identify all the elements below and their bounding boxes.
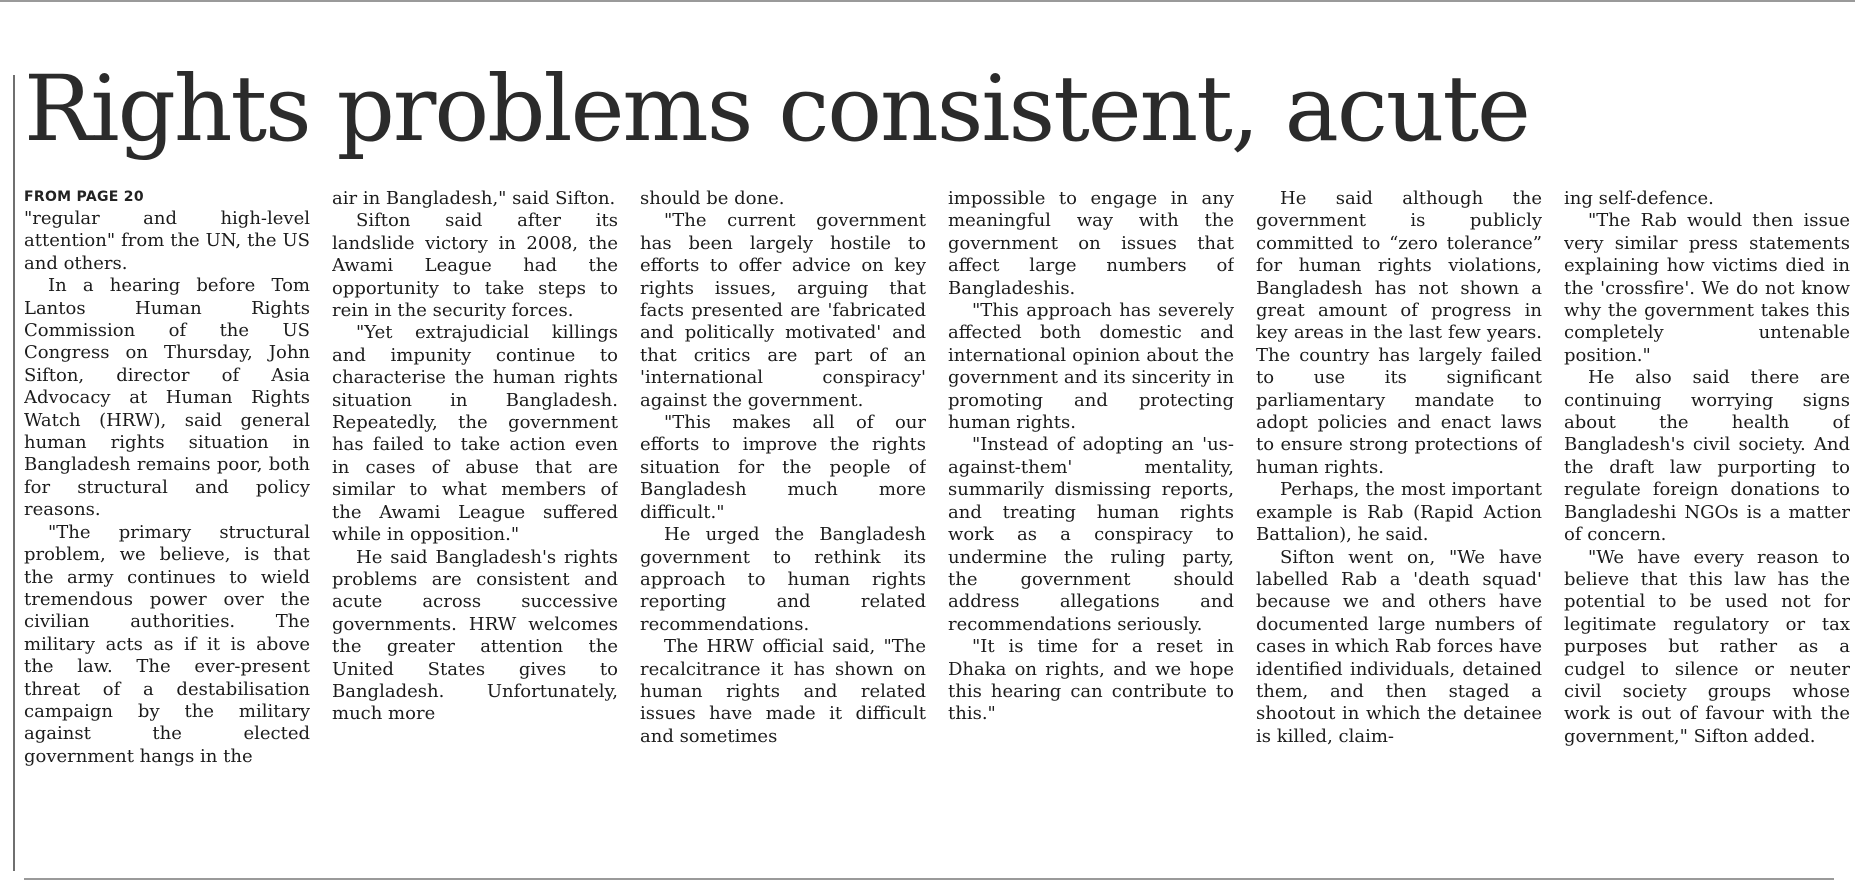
paragraph: The HRW official said, "The recalcitrance it has shown on human rights and related issues have made it difficult and sometimes: [640, 636, 926, 747]
paragraph: Sifton said after its landslide victory in 2008, the Awami League had the opportunity to take steps to rein in the security forces.: [332, 210, 618, 322]
paragraph: "regular and high-level attention" from the UN, the US and others.: [24, 208, 310, 274]
paragraph: ing self-defence.: [1564, 188, 1714, 209]
column-1-text: [24, 208, 310, 768]
paragraph: "This makes all of our efforts to improve the rights situation for the people of Bangladesh much more difficult.": [640, 412, 926, 523]
paragraph: He said Bangladesh's rights problems are consistent and acute across successive governments. HRW welcomes the greater attention the United States gives to Bangladesh. Unfortunately, much more: [332, 546, 618, 725]
bottom-rule: [24, 878, 1834, 880]
paragraph: "This approach has severely affected both domestic and international opinion about the government and its sincerity in promoting and protecting human rights.: [948, 300, 1234, 434]
paragraph: should be done.: [640, 188, 785, 209]
paragraph: air in Bangladesh," said Sifton.: [332, 188, 616, 209]
paragraph: impossible to engage in any meaningful way with the government on issues that affect large numbers of Bangladeshis.: [948, 188, 1234, 299]
column-5-text: [1256, 188, 1542, 748]
headline: Rights problems consistent, acute: [24, 57, 1529, 162]
paragraph: He urged the Bangladesh government to rethink its approach to human rights reporting and related recommendations.: [640, 524, 926, 635]
paragraph: He also said there are continuing worrying signs about the health of Bangladesh's civil society. And the draft law purporting to regulate foreign donations to Bangladeshi NGOs is a matter of concern.: [1564, 367, 1850, 546]
article-body: [24, 188, 1850, 872]
paragraph: Perhaps, the most important example is Rab (Rapid Action Battalion), he said.: [1256, 479, 1542, 546]
article-column-6: [1564, 188, 1850, 872]
paragraph: "The current government has been largely hostile to efforts to offer advice on key rights issues, arguing that facts presented are 'fabricated and politically motivated' and that critics are part of an 'international conspiracy' against the government.: [640, 210, 926, 411]
paragraph: "Instead of adopting an 'us-against-them' mentality, summarily dismissing reports, and treating human rights work as a conspiracy to undermine the ruling party, the government should address allegations and recommendations seriously.: [948, 434, 1234, 635]
paragraph: "The Rab would then issue very similar press statements explaining how victims died in the 'crossfire'. We do not know why the government takes this completely untenable position.": [1564, 210, 1850, 366]
article-column-4: [948, 188, 1234, 872]
continued-from-kicker: FROM PAGE 20: [24, 189, 144, 205]
column-2-text: [332, 188, 618, 726]
paragraph: In a hearing before Tom Lantos Human Rights Commission of the US Congress on Thursday, John Sifton, director of Asia Advocacy at Human Rights Watch (HRW), said general human rights situation in Bangladesh remains poor, both for structural and policy reasons.: [24, 275, 310, 521]
column-4-text: [948, 188, 1234, 726]
paragraph: "Yet extrajudicial killings and impunity continue to characterise the human rights situation in Bangladesh. Repeatedly, the government has failed to take action even in cases of abuse that are similar to what members of the Awami League suffered while in opposition.": [332, 322, 618, 546]
left-column-rule: [13, 75, 15, 871]
column-3-text: [640, 188, 926, 748]
article-column-1: [24, 188, 310, 872]
paragraph: "It is time for a reset in Dhaka on rights, and we hope this hearing can contribute to this.": [948, 636, 1234, 725]
top-rule: [0, 0, 1855, 2]
paragraph: "The primary structural problem, we believe, is that the army continues to wield tremendous power over the civilian authorities. The military acts as if it is above the law. The ever-present threat of a destabilisation campaign by the military against the elected government hangs in the: [24, 521, 310, 767]
column-6-text: [1564, 188, 1850, 748]
paragraph: "We have every reason to believe that this law has the potential to be used not for legitimate regulatory or tax purposes but rather as a cudgel to silence or neuter civil society groups whose work is out of favour with the government," Sifton added.: [1564, 546, 1850, 747]
paragraph: He said although the government is publicly committed to “zero tolerance” for human rights violations, Bangladesh has not shown a great amount of progress in key areas in the last few years. The country has largely failed to use its significant parliamentary mandate to adopt policies and enact laws to ensure strong protections of human rights.: [1256, 188, 1542, 478]
article-column-2: [332, 188, 618, 872]
article-column-3: [640, 188, 926, 872]
paragraph: Sifton went on, "We have labelled Rab a 'death squad' because we and others have documented large numbers of cases in which Rab forces have identified individuals, detained them, and then staged a shootout in which the detainee is killed, claim-: [1256, 546, 1542, 747]
article-column-5: [1256, 188, 1542, 872]
